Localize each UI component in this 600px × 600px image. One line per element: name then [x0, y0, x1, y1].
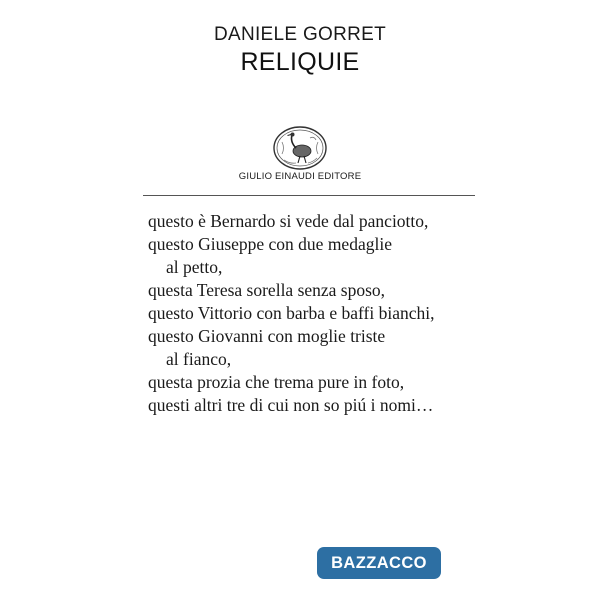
- poem-line: questo Giuseppe con due medaglie: [148, 234, 392, 254]
- poem-excerpt: [148, 210, 478, 417]
- poem-line: questi altri tre di cui non so piú i nomi…: [148, 395, 434, 415]
- book-title: RELIQUIE: [240, 48, 360, 76]
- poem-line: questo Giovanni con moglie triste: [148, 326, 386, 346]
- poem-line: al fianco,: [166, 349, 232, 369]
- poem-line: questo è Bernardo si vede dal panciotto,: [148, 211, 429, 231]
- divider-rule: [143, 195, 475, 196]
- poem-line: questo Vittorio con barba e baffi bianchi,: [148, 303, 435, 323]
- bazzacco-badge: BAZZACCO: [317, 547, 441, 579]
- einaudi-ostrich-emblem-icon: [270, 124, 330, 172]
- poem-line: questa Teresa sorella senza sposo,: [148, 280, 386, 300]
- poem-line: al petto,: [166, 257, 223, 277]
- author-name: DANIELE GORRET: [213, 24, 387, 45]
- publisher-name: GIULIO EINAUDI EDITORE: [238, 171, 362, 182]
- poem-line: questa prozia che trema pure in foto,: [148, 372, 405, 392]
